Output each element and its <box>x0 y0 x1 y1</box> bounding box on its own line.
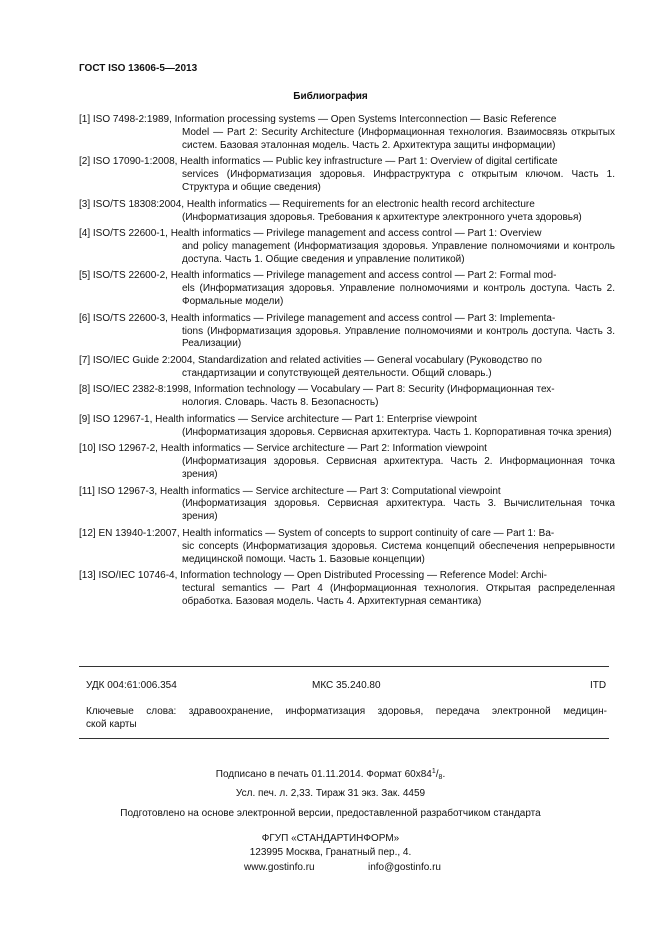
entry-first-line: [6] ISO/TS 22600-3, Health informatics — Privilege management and access control — Part 3: Implementa- <box>79 312 556 324</box>
keywords-line: Ключевые слова: здравоохранение, информатизация здоровья, передача электронной медицин- <box>86 706 607 717</box>
bibliography-entry <box>79 384 615 410</box>
format-numerator: 1 <box>431 768 436 775</box>
bibliography-entry <box>79 443 615 482</box>
bibliography-entry <box>79 355 615 381</box>
publisher: ФГУП «СТАНДАРТИНФОРМ» <box>261 833 400 844</box>
entry-first-line: [5] ISO/TS 22600-2, Health informatics — Privilege management and access control — Part 2: Formal mod- <box>79 270 557 282</box>
signed-suffix: . <box>442 769 446 780</box>
entry-continuation: els (Информатизация здоровья. Управление полномочиями и контроль доступа. Часть 2. Формальные модели) <box>182 283 615 308</box>
entry-first-line: [7] ISO/IEC Guide 2:2004, Standardization and related activities — General vocabulary (Руководство по <box>79 354 542 366</box>
print-info: Усл. печ. л. 2,33. Тираж 31 экз. Зак. 4459 <box>235 788 426 799</box>
email-link[interactable]: info@gostinfo.ru <box>368 862 441 873</box>
entry-first-line: [1] ISO 7498-2:1989, Information processing systems — Open Systems Interconnection — Basic Reference <box>79 114 557 125</box>
signed-to-print: Подписано в печать 01.11.2014. Формат $60x84^1/_8$. <box>215 768 446 781</box>
entry-continuation: (Информатизация здоровья. Сервисная архитектура. Часть 1. Корпоративная точка зрения) <box>182 426 612 438</box>
entry-first-line: [3] ISO/TS 18308:2004, Health informatics — Requirements for an electronic health record architecture <box>79 198 535 210</box>
signed-text: Подписано в печать 01.11.2014. Формат 60x84 <box>215 769 432 780</box>
bibliography-entry <box>79 414 615 440</box>
bibliography-entry <box>79 486 615 525</box>
divider-top <box>79 666 609 667</box>
entry-continuation: (Информатизация здоровья. Сервисная архитектура. Часть 3. Вычислительная точка зрения) <box>182 498 615 523</box>
publisher-address: 123995 Москва, Гранатный пер., 4. <box>249 847 412 858</box>
bibliography-entry <box>79 313 615 352</box>
mks-code: МКС 35.240.80 <box>312 680 381 691</box>
entry-continuation: нология. Словарь. Часть 8. Безопасность) <box>182 397 379 409</box>
website-link[interactable]: www.gostinfo.ru <box>244 862 315 873</box>
entry-continuation: Model — Part 2: Security Architecture (Информационная технология. Взаимосвязь открытых систем. Базовая эталонная модель. Часть 2. Архитектура защиты информации) <box>182 126 615 151</box>
divider-bottom <box>79 738 609 739</box>
keywords-line: ской карты <box>86 718 137 730</box>
entry-first-line: [8] ISO/IEC 2382-8:1998, Information technology — Vocabulary — Part 8: Security (Информационная тех- <box>79 384 555 396</box>
bibliography-entry <box>79 528 615 567</box>
entry-continuation: and policy management (Информатизация здоровья. Управление полномочиями и контроль доступа. Часть 1. Общие сведения и управление политикой) <box>182 240 615 265</box>
bibliography-entry <box>79 228 615 267</box>
entry-first-line: [11] ISO 12967-3, Health informatics — Service architecture — Part 3: Computational viewpoint <box>79 485 501 497</box>
entry-continuation: tions (Информатизация здоровья. Управление полномочиями и контроль доступа. Часть 3. Реализации) <box>182 325 615 350</box>
bibliography-list <box>79 114 615 612</box>
bibliography-title: Библиография <box>293 91 368 102</box>
standard-header: ГОСТ ISO 13606-5—2013 <box>79 63 198 74</box>
entry-continuation: services (Информатизация здоровья. Инфраструктура с открытым ключом. Часть 1. Структура и общие сведения) <box>182 169 615 194</box>
bibliography-entry <box>79 114 615 153</box>
entry-continuation: стандартизации и сопутствующей деятельности. Общий словарь.) <box>182 367 492 379</box>
entry-continuation: (Информатизация здоровья. Сервисная архитектура. Часть 2. Информационная точка зрения) <box>182 456 615 480</box>
prepared-note: Подготовлено на основе электронной версии, предоставленной разработчиком стандарта <box>120 808 541 819</box>
entry-first-line: [2] ISO 17090-1:2008, Health informatics — Public key infrastructure — Part 1: Overview of digital certificate <box>79 156 558 168</box>
entry-continuation: tectural semantics — Part 4 (Информационная технология. Открытая распределенная обработка. Базовая модель. Часть 4. Архитектурная семантика) <box>182 583 615 607</box>
entry-first-line: [12] EN 13940-1:2007, Health informatics — System of concepts to support continuity of care — Part 1: Ba- <box>79 527 555 539</box>
bibliography-entry <box>79 570 615 609</box>
itd-code: ITD <box>590 680 607 691</box>
entry-continuation: sic concepts (Информатизация здоровья. Система концепций обеспечения непрерывности медицинской помощи. Часть 1. Базовые концепции) <box>182 540 615 565</box>
entry-first-line: [4] ISO/TS 22600-1, Health informatics — Privilege management and access control — Part 1: Overview <box>79 228 542 240</box>
entry-first-line: [9] ISO 12967-1, Health informatics — Service architecture — Part 1: Enterprise viewpoint <box>79 413 477 425</box>
entry-first-line: [10] ISO 12967-2, Health informatics — Service architecture — Part 2: Information viewpoint <box>79 443 487 455</box>
entry-first-line: [13] ISO/IEC 10746-4, Information technology — Open Distributed Processing — Reference Model: Archi- <box>79 570 548 582</box>
format-denominator: 8 <box>438 774 443 781</box>
keywords <box>86 706 607 732</box>
entry-continuation: (Информатизация здоровья. Требования к архитектуре электронного учета здоровья) <box>182 211 582 223</box>
bibliography-entry <box>79 270 615 309</box>
bibliography-entry <box>79 156 615 195</box>
udk-code: УДК 004:61:006.354 <box>86 680 177 691</box>
bibliography-entry <box>79 199 615 225</box>
